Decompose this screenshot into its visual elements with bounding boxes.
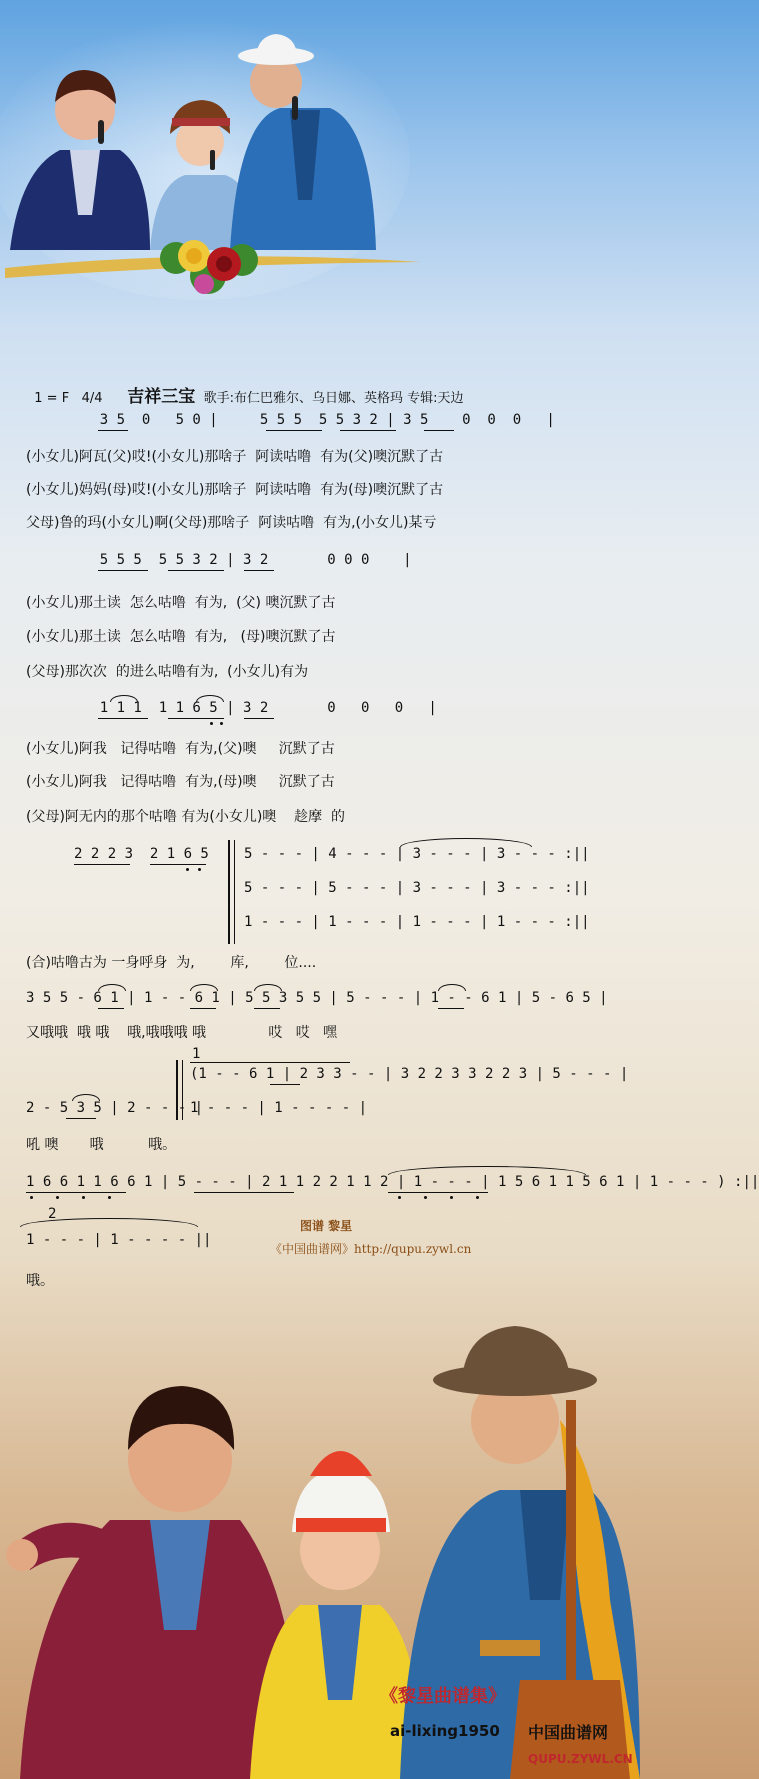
- lyric-line-1-2: (小女儿)妈妈(母)哎!(小女儿)那啥子 阿读咕噜 有为(母)噢沉默了古: [26, 482, 444, 498]
- lyric-line-1-1: (小女儿)阿瓦(父)哎!(小女儿)那啥子 阿读咕噜 有为(父)噢沉默了古: [26, 449, 444, 465]
- lyric-line-6: 吼 噢 哦 哦。: [26, 1137, 177, 1153]
- notation-line-1: 3 5 0 5 0 | 5 5 5 5 5 3 2 | 3 5 0 0 0 |: [66, 412, 555, 428]
- lyric-line-1-3: 父母)鲁的玛(小女儿)啊(父母)那啥子 阿读咕噜 有为,(小女儿)某亏: [26, 515, 437, 531]
- lyric-line-2-3: (父母)那次次 的进么咕噜有为, (小女儿)有为: [26, 664, 309, 680]
- key-signature: 1 = F 4/4: [34, 391, 103, 406]
- song-meta: 歌手:布仁巴雅尔、乌日娜、英格玛 专辑:天边: [203, 391, 464, 406]
- notation-line-2: 5 5 5 5 5 3 2 | 3 2 0 0 0 |: [66, 552, 412, 568]
- source-credit: 《中国曲谱网》http://qupu.zywl.cn: [270, 1242, 472, 1256]
- notation-line-3: 1 1 1 1 1 6 5 | 3 2 0 0 0 |: [66, 700, 437, 716]
- harmony-voice-2: 5 - - - | 5 - - - | 3 - - - | 3 - - - :||: [244, 880, 590, 896]
- lyric-line-8: 哦。: [26, 1273, 54, 1289]
- lyric-line-4: (合)咕噜古为 一身呼身 为, 库, 位....: [26, 955, 317, 971]
- notation-line-4-lead-text: 2 2 2 3 2 1 6 5: [74, 846, 209, 862]
- notation-line-8: 1 - - - | 1 - - - - ||: [26, 1232, 212, 1248]
- score-header: [26, 367, 463, 407]
- harmony-voice-1: 5 - - - | 4 - - - | 3 - - - | 3 - - - :||: [244, 846, 590, 862]
- bottom-singers-photo: [0, 1300, 640, 1779]
- notation-line-6-upper: (1 - - 6 1 | 2 3 3 - - | 3 2 2 3 3 2 2 3 | 5 - - - |: [190, 1066, 629, 1082]
- song-title: 吉祥三宝: [127, 387, 196, 407]
- harmony-voice-3: 1 - - - | 1 - - - | 1 - - - | 1 - - - :||: [244, 914, 590, 930]
- notation-line-7: 1 6 6 1 1 6 6 1 | 5 - - - | 2 1 1 2 2 1 1 2 | 1 - - - | 1 5 6 1 1 5 6 1 | 1 - - - ) :||: [26, 1174, 759, 1190]
- notation-line-6-lead: 2 - 5 3 5 | 2 - - - |: [26, 1100, 204, 1116]
- volta-2-label: 2: [48, 1206, 57, 1222]
- top-singers-photo: [0, 0, 640, 320]
- lyric-line-2-1: (小女儿)那土读 怎么咕噜 有为, (父) 噢沉默了古: [26, 595, 336, 611]
- lyric-line-3-3: (父母)阿无内的那个咕噜 有为(小女儿)噢 趁摩 的: [26, 809, 345, 825]
- lyric-line-3-1: (小女儿)阿我 记得咕噜 有为,(父)噢 沉默了古: [26, 741, 335, 757]
- notation-line-6-lower: 1 - - - | 1 - - - - |: [190, 1100, 368, 1116]
- series-watermark: 《黎星曲谱集》: [380, 1686, 506, 1707]
- lyric-line-3-2: (小女儿)阿我 记得咕噜 有为,(母)噢 沉默了古: [26, 774, 335, 790]
- lyric-line-5: 又哦哦 哦 哦 哦,哦哦哦 哦 哎 哎 嘿: [26, 1025, 338, 1041]
- volta-1-label: 1: [192, 1046, 201, 1062]
- site-cn-watermark: 中国曲谱网: [528, 1723, 609, 1742]
- email-watermark: ai-lixing1950: [390, 1722, 500, 1740]
- site-url-watermark: QUPU.ZYWL.CN: [528, 1752, 633, 1766]
- notation-line-5: 3 5 5 - 6 1 | 1 - - 6 1 | 5 5 3 5 5 | 5 - - - | 1 - - 6 1 | 5 - 6 5 |: [26, 990, 608, 1006]
- transcriber-credit: 图谱 黎星: [300, 1219, 353, 1233]
- lyric-line-2-2: (小女儿)那土读 怎么咕噜 有为, (母)噢沉默了古: [26, 629, 336, 645]
